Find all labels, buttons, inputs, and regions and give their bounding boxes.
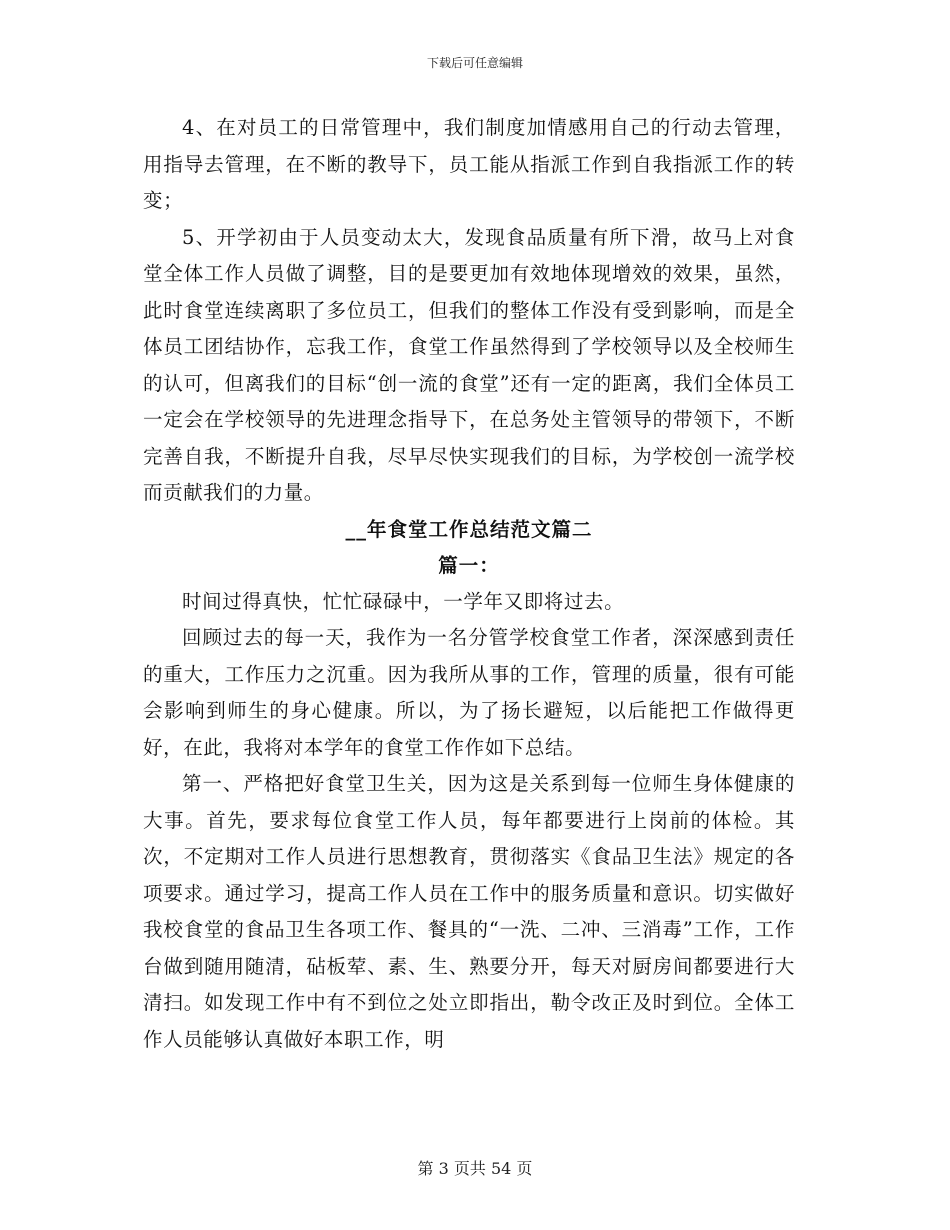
paragraph-item-5: 5、开学初由于人员变动太大，发现食品质量有所下滑，故马上对食堂全体工作人员做了调整，目的是要更加有效地体现增效的效果，虽然，此时食堂连续离职了多位员工，但我们的整体工作没有受到影响，而是全体员工团结协作，忘我工作，食堂工作虽然得到了学校领导以及全校师生的认可，但离我们的目标“创一流的食堂”还有一定的距离，我们全体员工一定会在学校领导的先进理念指导下，在总务处主管领导的带领下，不断完善自我，不断提升自我，尽早尽快实现我们的目标，为学校创一流学校而贡献我们的力量。 [143, 225, 795, 504]
paragraph-intro: 时间过得真快，忙忙碌碌中，一学年又即将过去。 [182, 589, 625, 613]
document-body [143, 110, 795, 1058]
paragraph-item-4: 4、在对员工的日常管理中，我们制度加情感用自己的行动去管理，用指导去管理，在不断的教导下，员工能从指派工作到自我指派工作的转变； [143, 116, 795, 212]
page-header: 下载后可任意编辑 [426, 56, 523, 70]
subsection-title: 篇一： [438, 553, 500, 577]
paragraph-review: 回顾过去的每一天，我作为一名分管学校食堂工作者，深深感到责任的重大，工作压力之沉重。因为我所从事的工作，管理的质量，很有可能会影响到师生的身心健康。所以，为了扬长避短，以后能把工作做得更好，在此，我将对本学年的食堂工作作如下总结。 [143, 626, 795, 759]
page-number: 第 3 页共 54 页 [417, 1159, 533, 1178]
section-title: __年食堂工作总结范文篇二 [345, 517, 593, 541]
paragraph-hygiene: 第一、严格把好食堂卫生关，因为这是关系到每一位师生身体健康的大事。首先，要求每位食堂工作人员，每年都要进行上岗前的体检。其次，不定期对工作人员进行思想教育，贯彻落实《食品卫生法》规定的各项要求。通过学习，提高工作人员在工作中的服务质量和意识。切实做好我校食堂的食品卫生各项工作、餐具的“一洗、二冲、三消毒”工作，工作台做到随用随清，砧板荤、素、生、熟要分开，每天对厨房间都要进行大清扫。如发现工作中有不到位之处立即指出，勒令改正及时到位。全体工作人员能够认真做好本职工作，明 [143, 772, 795, 1051]
